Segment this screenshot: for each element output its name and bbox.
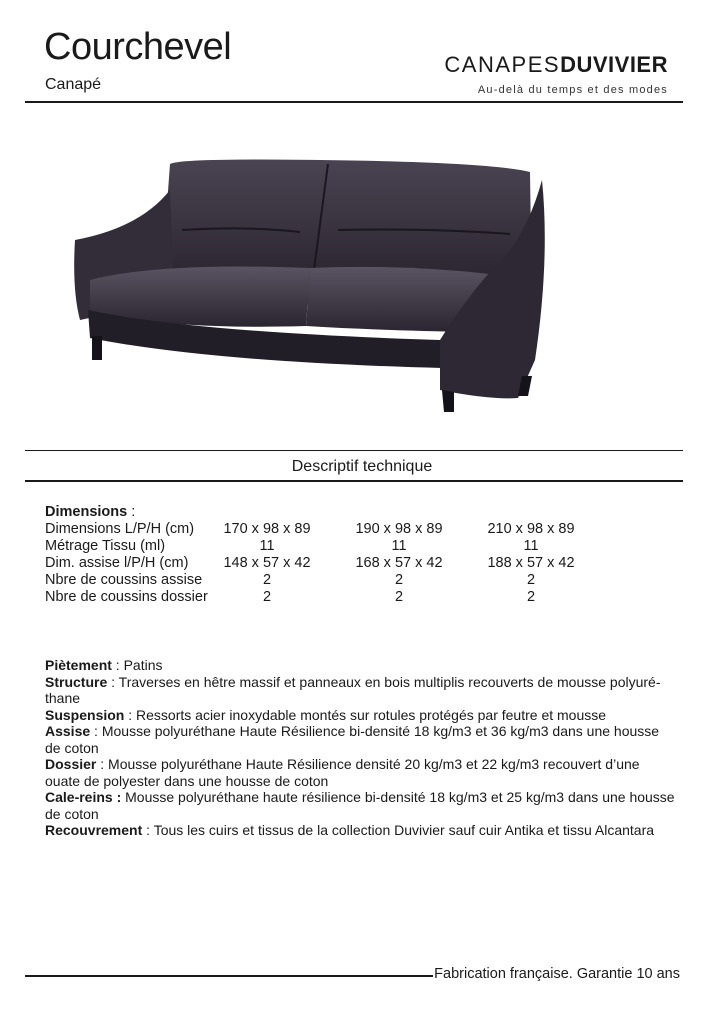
dimensions-block	[45, 504, 575, 606]
dimension-value: 168 x 57 x 42	[355, 555, 443, 571]
spec-separator: :	[96, 756, 109, 772]
sofa-photo	[70, 150, 550, 420]
spec-text: Patins	[123, 657, 163, 673]
spec-separator: :	[124, 706, 137, 723]
dimension-label: Nbre de coussins assise	[45, 572, 203, 588]
spec-term: Dossier	[45, 756, 97, 772]
dimension-row	[45, 538, 539, 555]
dimension-label: Nbre de coussins dossier	[45, 589, 208, 605]
dimension-value: 2	[394, 589, 404, 605]
spec-item	[45, 674, 675, 707]
dimension-value: 170 x 98 x 89	[223, 521, 311, 537]
dimensions-heading	[45, 504, 135, 521]
dimension-label: Dimensions L/P/H (cm)	[45, 521, 195, 537]
page-subtitle: Canapé	[45, 76, 102, 93]
dimension-label: Dim. assise l/P/H (cm)	[45, 555, 189, 571]
dimension-value: 2	[394, 572, 404, 588]
dimension-value: 2	[262, 589, 272, 605]
spec-item	[45, 723, 675, 756]
dimension-value: 11	[391, 538, 407, 554]
spec-term: Recouvrement	[45, 822, 143, 838]
dimension-row	[45, 521, 575, 538]
brand-name	[444, 54, 668, 76]
spec-item	[45, 756, 675, 789]
section-top-divider	[25, 450, 683, 451]
spec-item	[45, 789, 675, 822]
section-bottom-divider	[25, 480, 683, 482]
spec-term: Suspension	[45, 706, 125, 723]
dimensions-heading-colon: :	[127, 504, 136, 520]
brand-tagline: Au-delà du temps et des modes	[477, 84, 668, 96]
dimension-row	[45, 589, 536, 606]
spec-text: Traverses en hêtre massif et panneaux en bois multiplis recouverts de mousse polyuré-thane	[45, 673, 661, 706]
spec-text: Ressorts acier inoxydable montés sur rotules protégés par feutre et mousse	[136, 706, 607, 723]
spec-term: Structure	[45, 673, 108, 690]
footer-note: Fabrication française. Garantie 10 ans	[434, 966, 680, 982]
dimensions-heading-term: Dimensions	[45, 504, 128, 520]
brand-name-bold: DUVIVIER	[560, 52, 668, 77]
dimension-row	[45, 555, 575, 572]
specifications-list	[45, 657, 675, 839]
brand-logo	[444, 54, 668, 96]
dimension-value: 2	[526, 589, 536, 605]
spec-item	[45, 657, 675, 674]
spec-text: Tous les cuirs et tissus de la collection Duvivier sauf cuir Antika et tissu Alcantara	[153, 822, 655, 838]
brand-name-light: CANAPES	[444, 52, 561, 77]
spec-separator: :	[90, 723, 102, 739]
spec-term: Assise	[45, 723, 91, 739]
dimension-value: 2	[526, 572, 536, 588]
spec-separator: :	[111, 657, 124, 673]
dimension-value: 11	[259, 538, 275, 554]
dimension-label: Métrage Tissu (ml)	[45, 538, 166, 554]
page-title: Courchevel	[44, 26, 232, 68]
spec-term: Piètement	[45, 657, 112, 673]
spec-term: Cale-reins :	[45, 789, 122, 805]
dimension-value: 2	[262, 572, 272, 588]
spec-separator: :	[107, 673, 119, 690]
spec-text: Mousse polyuréthane Haute Résilience densité 20 kg/m3 et 22 kg/m3 recouvert d’une ouate de polyester dans une housse de coton	[45, 756, 640, 789]
dimension-value: 148 x 57 x 42	[223, 555, 311, 571]
spec-item	[45, 822, 675, 839]
dimension-value: 210 x 98 x 89	[487, 521, 575, 537]
spec-text: Mousse polyuréthane haute résilience bi-densité 18 kg/m3 et 25 kg/m3 dans une housse de coton	[45, 789, 675, 822]
dimension-value: 190 x 98 x 89	[355, 521, 443, 537]
dimension-row	[45, 572, 536, 589]
dimension-value: 188 x 57 x 42	[487, 555, 575, 571]
section-title: Descriptif technique	[291, 458, 433, 475]
footer-divider	[25, 975, 433, 977]
spec-item	[45, 707, 675, 724]
dimension-value: 11	[523, 538, 539, 554]
spec-separator: :	[142, 822, 154, 838]
spec-text: Mousse polyuréthane Haute Résilience bi-densité 18 kg/m3 et 36 kg/m3 dans une housse de coton	[45, 723, 660, 756]
header-divider	[25, 101, 683, 103]
